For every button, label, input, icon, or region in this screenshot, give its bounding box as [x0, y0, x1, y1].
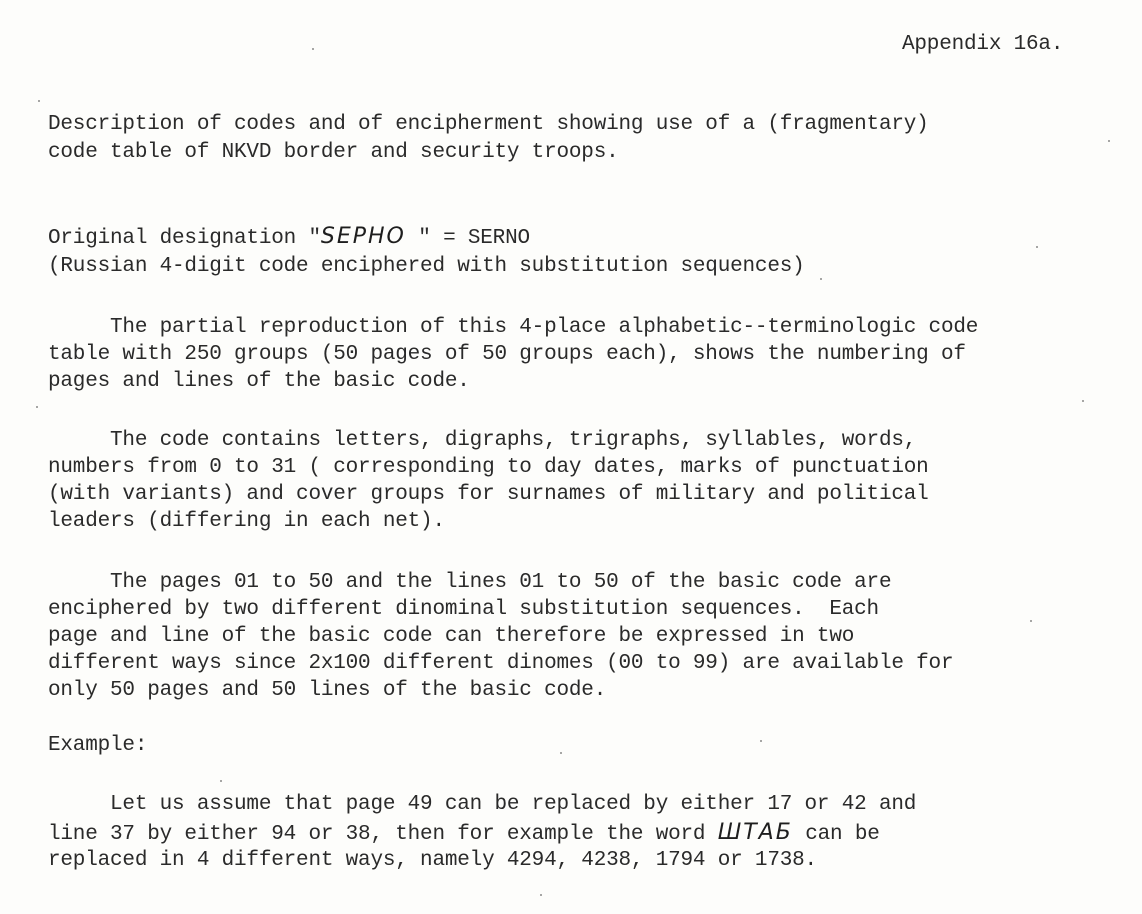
designation-line-1	[48, 224, 530, 251]
paper-speck	[820, 278, 822, 280]
appendix-label: Appendix 16a.	[902, 33, 1064, 56]
para2-line-4: leaders (differing in each net).	[48, 510, 445, 533]
heading-line-2: code table of NKVD border and security troops.	[48, 141, 619, 164]
example-label: Example:	[48, 734, 148, 757]
example-line-2	[48, 820, 880, 847]
example-line-2-suffix: can be	[792, 823, 880, 846]
paper-speck	[1036, 246, 1038, 248]
para1-line-3: pages and lines of the basic code.	[48, 370, 470, 393]
designation-suffix: " = SERNO	[405, 227, 530, 250]
designation-line-2: (Russian 4-digit code enciphered with substitution sequences)	[48, 255, 805, 278]
paper-speck	[1108, 140, 1110, 142]
heading-line-1: Description of codes and of encipherment showing use of a (fragmentary)	[48, 113, 929, 136]
paper-speck	[560, 752, 562, 754]
para1-line-1: The partial reproduction of this 4-place alphabetic--terminologic code	[48, 316, 979, 339]
para1-line-2: table with 250 groups (50 pages of 50 groups each), shows the numbering of	[48, 343, 966, 366]
paper-speck	[1030, 620, 1032, 622]
para3-line-5: only 50 pages and 50 lines of the basic code.	[48, 679, 607, 702]
para2-line-1: The code contains letters, digraphs, trigraphs, syllables, words,	[48, 429, 917, 452]
para2-line-3: (with variants) and cover groups for surnames of military and political	[48, 483, 929, 506]
para3-line-2: enciphered by two different dinominal substitution sequences. Each	[48, 598, 879, 621]
para3-line-4: different ways since 2x100 different dinomes (00 to 99) are available for	[48, 652, 954, 675]
paper-speck	[36, 406, 38, 408]
example-line-3: replaced in 4 different ways, namely 4294, 4238, 1794 or 1738.	[48, 849, 817, 872]
example-line-1: Let us assume that page 49 can be replaced by either 17 or 42 and	[48, 793, 917, 816]
example-line-2-prefix: line 37 by either 94 or 38, then for example the word	[48, 823, 718, 846]
paper-speck	[1082, 400, 1084, 402]
handwritten-designation: SEPHO	[320, 224, 406, 249]
paper-speck	[38, 100, 40, 102]
paper-speck	[760, 740, 762, 742]
para3-line-3: page and line of the basic code can therefore be expressed in two	[48, 625, 855, 648]
para3-line-1: The pages 01 to 50 and the lines 01 to 50 of the basic code are	[48, 571, 892, 594]
paper-speck	[220, 780, 222, 782]
paper-speck	[540, 894, 542, 896]
designation-prefix: Original designation "	[48, 227, 321, 250]
handwritten-word: ШТАБ	[717, 820, 793, 845]
para2-line-2: numbers from 0 to 31 ( corresponding to day dates, marks of punctuation	[48, 456, 929, 479]
paper-speck	[312, 48, 314, 50]
